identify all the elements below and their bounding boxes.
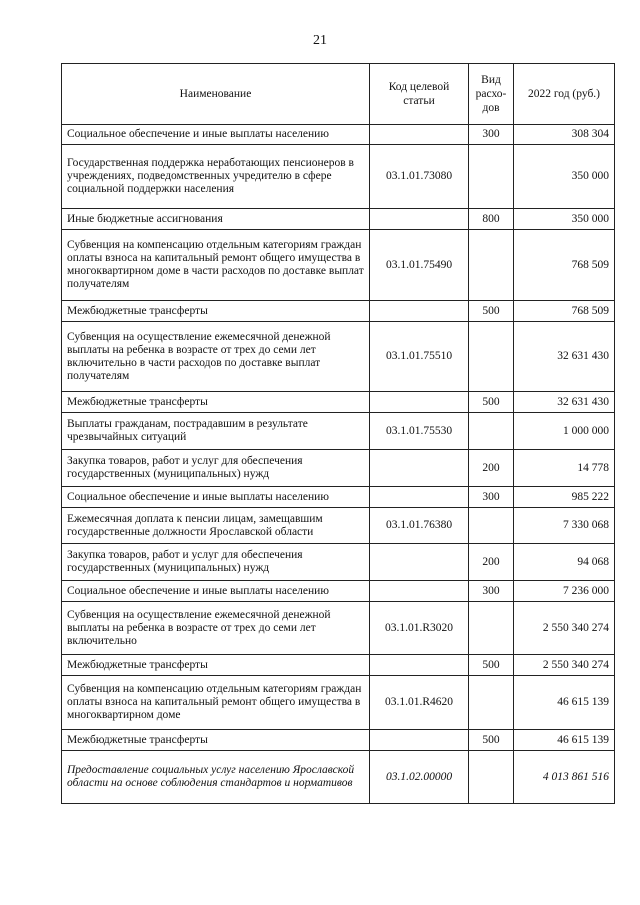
cell-amount: 768 509 xyxy=(514,301,615,322)
cell-type: 300 xyxy=(469,125,514,145)
table-row xyxy=(62,602,615,655)
cell-code xyxy=(370,730,469,751)
cell-code xyxy=(370,301,469,322)
cell-name: Межбюджетные трансферты xyxy=(62,392,370,413)
cell-amount: 350 000 xyxy=(514,209,615,230)
cell-name: Социальное обеспечение и иные выплаты населению xyxy=(62,487,370,508)
cell-name: Иные бюджетные ассигнования xyxy=(62,209,370,230)
cell-amount: 2 550 340 274 xyxy=(514,602,615,655)
cell-code: 03.1.01.R4620 xyxy=(370,676,469,730)
header-name: Наименование xyxy=(62,64,370,125)
cell-type: 800 xyxy=(469,209,514,230)
table-row xyxy=(62,655,615,676)
cell-amount: 985 222 xyxy=(514,487,615,508)
cell-code xyxy=(370,450,469,487)
table-row xyxy=(62,508,615,544)
cell-name: Закупка товаров, работ и услуг для обеспечения государственных (муниципальных) нужд xyxy=(62,450,370,487)
cell-type xyxy=(469,508,514,544)
cell-amount: 32 631 430 xyxy=(514,322,615,392)
table-row xyxy=(62,751,615,804)
cell-amount: 768 509 xyxy=(514,230,615,301)
cell-code xyxy=(370,125,469,145)
table-row xyxy=(62,301,615,322)
cell-type: 200 xyxy=(469,544,514,581)
table-row xyxy=(62,730,615,751)
table-row xyxy=(62,322,615,392)
cell-amount: 4 013 861 516 xyxy=(514,751,615,804)
cell-type xyxy=(469,322,514,392)
cell-name: Межбюджетные трансферты xyxy=(62,730,370,751)
cell-type xyxy=(469,145,514,209)
cell-name: Закупка товаров, работ и услуг для обеспечения государственных (муниципальных) нужд xyxy=(62,544,370,581)
cell-code: 03.1.01.76380 xyxy=(370,508,469,544)
cell-code: 03.1.01.75490 xyxy=(370,230,469,301)
cell-code xyxy=(370,655,469,676)
cell-code: 03.1.02.00000 xyxy=(370,751,469,804)
cell-type: 300 xyxy=(469,487,514,508)
cell-amount: 7 330 068 xyxy=(514,508,615,544)
cell-code: 03.1.01.75510 xyxy=(370,322,469,392)
budget-table xyxy=(61,63,615,804)
cell-type: 200 xyxy=(469,450,514,487)
cell-name: Субвенция на компенсацию отдельным категориям граждан оплаты взноса на капитальный ремонт общего имущества в многоквартирном доме в части расходов по доставке выплат получателям xyxy=(62,230,370,301)
cell-name: Предоставление социальных услуг населению Ярославской области на основе соблюдения стандартов и нормативов xyxy=(62,751,370,804)
cell-code xyxy=(370,581,469,602)
cell-code xyxy=(370,209,469,230)
table-row xyxy=(62,581,615,602)
cell-name: Государственная поддержка неработающих пенсионеров в учреждениях, подведомственных учредителю в сфере социальной поддержки населения xyxy=(62,145,370,209)
table-row xyxy=(62,413,615,450)
cell-type: 500 xyxy=(469,301,514,322)
cell-amount: 46 615 139 xyxy=(514,676,615,730)
cell-type: 300 xyxy=(469,581,514,602)
table-row xyxy=(62,676,615,730)
cell-type: 500 xyxy=(469,392,514,413)
page-number: 21 xyxy=(313,33,327,48)
cell-amount: 350 000 xyxy=(514,145,615,209)
cell-code xyxy=(370,392,469,413)
cell-code: 03.1.01.75530 xyxy=(370,413,469,450)
cell-code xyxy=(370,487,469,508)
table-row xyxy=(62,125,615,145)
cell-type xyxy=(469,602,514,655)
cell-type: 500 xyxy=(469,655,514,676)
cell-amount: 14 778 xyxy=(514,450,615,487)
cell-type xyxy=(469,751,514,804)
header-amount: 2022 год (руб.) xyxy=(514,64,615,125)
cell-name: Выплаты гражданам, пострадавшим в результате чрезвычайных ситуаций xyxy=(62,413,370,450)
table-row xyxy=(62,487,615,508)
header-code: Код целевой статьи xyxy=(370,64,469,125)
cell-amount: 32 631 430 xyxy=(514,392,615,413)
cell-code: 03.1.01.73080 xyxy=(370,145,469,209)
cell-amount: 94 068 xyxy=(514,544,615,581)
cell-name: Социальное обеспечение и иные выплаты населению xyxy=(62,125,370,145)
cell-amount: 7 236 000 xyxy=(514,581,615,602)
cell-code: 03.1.01.R3020 xyxy=(370,602,469,655)
cell-name: Межбюджетные трансферты xyxy=(62,301,370,322)
table-header-row xyxy=(62,64,615,125)
cell-amount: 308 304 xyxy=(514,125,615,145)
table-body xyxy=(62,125,615,804)
cell-name: Субвенция на компенсацию отдельным категориям граждан оплаты взноса на капитальный ремонт общего имущества в многоквартирном доме xyxy=(62,676,370,730)
cell-name: Межбюджетные трансферты xyxy=(62,655,370,676)
cell-type xyxy=(469,413,514,450)
cell-name: Субвенция на осуществление ежемесячной денежной выплаты на ребенка в возрасте от трех до семи лет включительно в части расходов по доставке выплат получателям xyxy=(62,322,370,392)
table-row xyxy=(62,392,615,413)
cell-amount: 2 550 340 274 xyxy=(514,655,615,676)
cell-name: Социальное обеспечение и иные выплаты населению xyxy=(62,581,370,602)
cell-name: Субвенция на осуществление ежемесячной денежной выплаты на ребенка в возрасте от трех до семи лет включительно xyxy=(62,602,370,655)
table-row xyxy=(62,230,615,301)
table-row xyxy=(62,544,615,581)
cell-type xyxy=(469,230,514,301)
cell-type xyxy=(469,676,514,730)
table-row xyxy=(62,145,615,209)
cell-name: Ежемесячная доплата к пенсии лицам, замещавшим государственные должности Ярославской области xyxy=(62,508,370,544)
table-row xyxy=(62,450,615,487)
cell-amount: 1 000 000 xyxy=(514,413,615,450)
header-type: Вид расхо-дов xyxy=(469,64,514,125)
table-row xyxy=(62,209,615,230)
cell-type: 500 xyxy=(469,730,514,751)
cell-amount: 46 615 139 xyxy=(514,730,615,751)
cell-code xyxy=(370,544,469,581)
